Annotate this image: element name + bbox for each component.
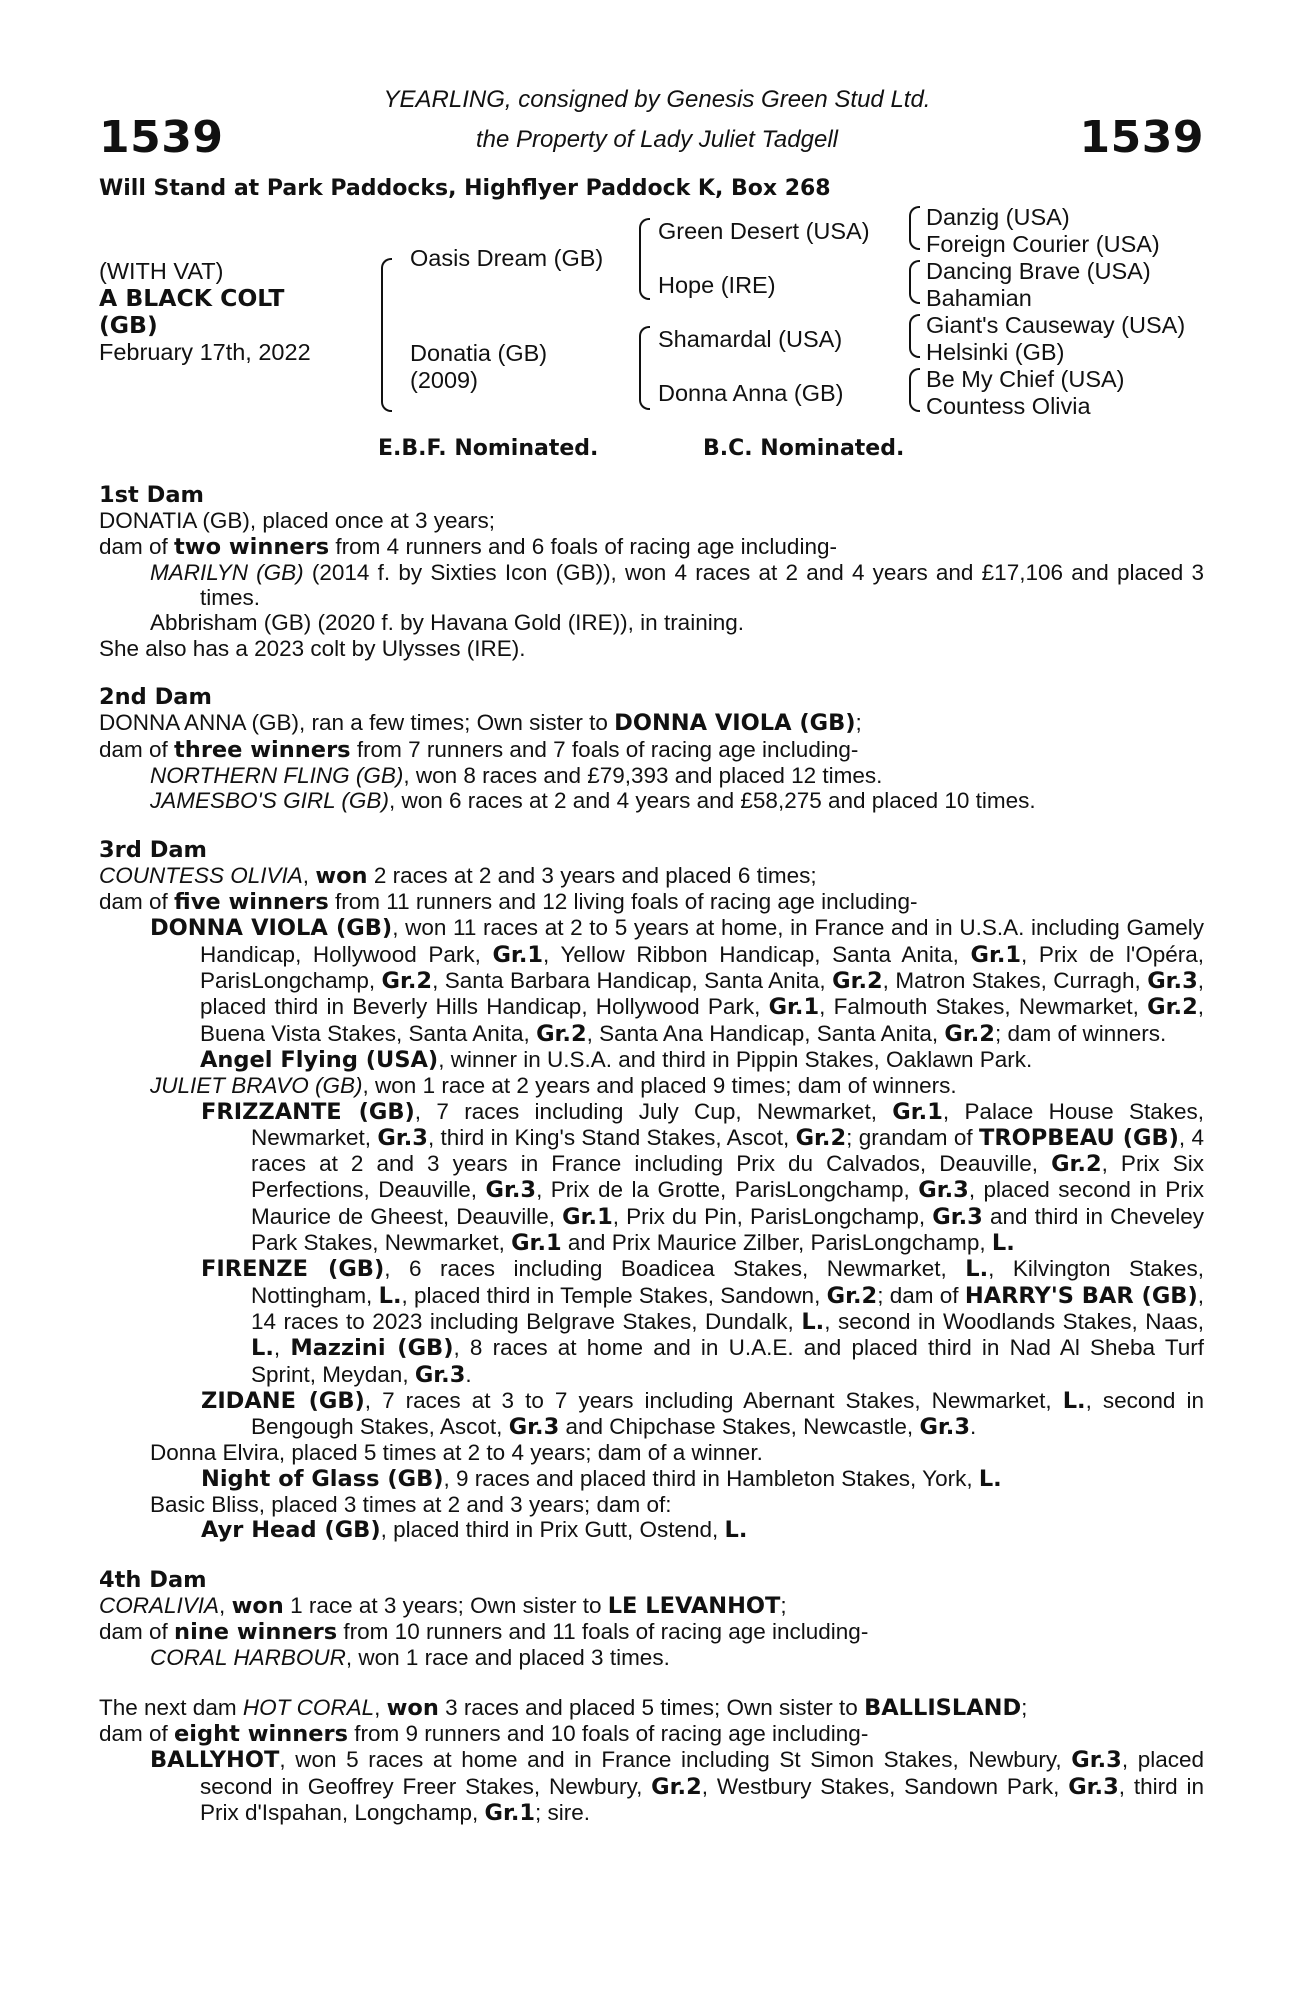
pedigree-ggdam-4: Countess Olivia (926, 393, 1091, 419)
pedigree-sire-dam: Hope (IRE) (658, 272, 776, 298)
fourth-dam-heading: 4th Dam (99, 1566, 207, 1593)
text-run: from 4 runners and 6 foals of racing age including- (329, 533, 837, 559)
section-gap (99, 1671, 1204, 1695)
consignment-line-2: the Property of Lady Juliet Tadgell (475, 126, 838, 153)
pedigree-ggsire-1: Danzig (USA) (926, 204, 1070, 230)
horse-name-line-1: A BLACK COLT (99, 284, 285, 312)
vat-note: (WITH VAT) (99, 258, 224, 284)
text-run: from 10 runners and 11 foals of racing age including- (337, 1619, 869, 1645)
pedigree-dam-year: (2009) (410, 367, 478, 393)
text-run: dam of (99, 736, 175, 762)
horse-name: Night of Glass (GB) (201, 1465, 444, 1492)
pedigree-ggdam-1: Foreign Courier (USA) (926, 231, 1160, 257)
text-run: from 11 runners and 12 living foals of racing age including- (328, 889, 918, 915)
produce-entry-basic-bliss: Basic Bliss, placed 3 times at 2 and 3 years; dam of: (150, 1491, 672, 1517)
first-dam-record: DONATIA (GB), placed once at 3 years; (99, 508, 495, 534)
first-dam-heading: 1st Dam (99, 482, 204, 508)
text-run: , won 1 race and placed 3 times. (345, 1645, 670, 1671)
text-run: 1 race at 3 years; Own sister to (283, 1592, 608, 1618)
horse-name: JAMESBO'S GIRL (GB) (150, 788, 389, 814)
text-run: (2014 f. by Sixties Icon (GB)), won 4 races at 2 and 4 years and £17,106 and placed 3 times. (200, 559, 1204, 611)
pedigree-dam: Donatia (GB) (410, 340, 548, 366)
horse-name: Ayr Head (GB) (201, 1517, 381, 1544)
lot-number-right: 1539 (1079, 112, 1204, 163)
pedigree-brace-g4 (909, 368, 920, 412)
next-dam-produce-summary (99, 1721, 1204, 1747)
stand-location: Will Stand at Park Paddocks, Highflyer Paddock K, Box 268 (99, 176, 831, 201)
produce-entry-abbrisham: Abbrisham (GB) (2020 f. by Havana Gold (IRE)), in training. (150, 610, 744, 636)
horse-name: COUNTESS OLIVIA (99, 862, 303, 888)
pedigree-ggdam-3: Helsinki (GB) (926, 339, 1065, 365)
text-run: ; (855, 710, 862, 736)
text-run: , won 6 races at 2 and 4 years and £58,275 and placed 10 times. (388, 788, 1036, 814)
third-dam-produce-summary (99, 889, 1204, 915)
horse-name: JULIET BRAVO (GB) (150, 1073, 363, 1099)
ebf-nomination: E.B.F. Nominated. (378, 436, 599, 461)
horse-name: DONNA VIOLA (GB) (614, 710, 856, 737)
text-run: , won 8 races and £79,393 and placed 12 times. (403, 762, 883, 788)
pedigree-ggsire-4: Be My Chief (USA) (926, 366, 1125, 392)
produce-entry-angel-flying: Angel Flying (USA), winner in U.S.A. and third in Pippin Stakes, Oaklawn Park. (200, 1046, 1033, 1073)
horse-name: CORALIVIA (99, 1592, 220, 1618)
horse-name: BALLYHOT (150, 1747, 280, 1774)
section-gap (99, 661, 1204, 685)
text-run: ; (1021, 1694, 1028, 1720)
text-run: , (219, 1592, 232, 1618)
section-gap (99, 814, 1204, 838)
produce-entry-zidane: ZIDANE (GB), 7 races at 3 to 7 years including Abernant Stakes, Newmarket, L., second in Bengough Stakes, Ascot, Gr.3 and Chipchase Stakes, Newcastle, Gr.3. (201, 1387, 1204, 1441)
first-dam-produce-summary (99, 534, 1204, 560)
third-dam-heading: 3rd Dam (99, 836, 207, 863)
produce-entry-donna-viola: DONNA VIOLA (GB), won 11 races at 2 to 5 years at home, in France and in U.S.A. including Gamely Handicap, Hollywood Park, Gr.1, Yellow Ribbon Handicap, Santa Anita, Gr.1, Prix de l'Opéra, ParisLongchamp, Gr.2, Santa Barbara Handicap, Santa Anita, Gr.2, Matron Stakes, Curragh, Gr.3, placed third in Beverly Hills Handicap, Hollywood Park, Gr.1, Falmouth Stakes, Newmarket, Gr.2, Buena Vista Stakes, Santa Anita, Gr.2, Santa Ana Handicap, Santa Anita, Gr.2; dam of winners. (150, 915, 1205, 1047)
pedigree-ggdam-2: Bahamian (926, 285, 1032, 311)
horse-name-line-2: (GB) (99, 311, 158, 339)
pedigree-brace-main (381, 258, 392, 412)
pedigree-sire: Oasis Dream (GB) (410, 245, 604, 271)
bc-nomination: B.C. Nominated. (703, 436, 905, 461)
third-dam-record (99, 863, 1204, 889)
produce-entry-coral-harbour (99, 1645, 1204, 1670)
winners-count: three winners (174, 736, 351, 763)
text-run: DONNA ANNA (GB), ran a few times; Own sister to (99, 710, 615, 736)
fourth-dam-record (99, 1593, 1204, 1619)
horse-name: DONNA VIOLA (GB) (150, 915, 393, 942)
produce-entry-northern-fling (99, 763, 1204, 788)
text-run: 3 races and placed 5 times; Own sister to (438, 1694, 865, 1720)
pedigree-ggsire-3: Giant's Causeway (USA) (926, 312, 1186, 338)
consignment-line-1: YEARLING, consigned by Genesis Green Stud Ltd. (383, 86, 931, 113)
text-run: from 7 runners and 7 foals of racing age including- (350, 736, 859, 762)
horse-name: FRIZZANTE (GB) (201, 1098, 415, 1125)
second-dam-heading: 2nd Dam (99, 684, 212, 711)
winners-count: nine winners (174, 1619, 338, 1646)
fourth-dam-produce-summary (99, 1619, 1204, 1645)
produce-entry-frizzante: FRIZZANTE (GB), 7 races including July Cup, Newmarket, Gr.1, Palace House Stakes, Newmarket, Gr.3, third in King's Stand Stakes, Ascot, Gr.2; grandam of TROPBEAU (GB), 4 races at 2 and 3 years in France including Prix du Calvados, Deauville, Gr.2, Prix Six Perfections, Deauville, Gr.3, Prix de la Grotte, ParisLongchamp, Gr.3, placed second in Prix Maurice de Gheest, Deauville, Gr.1, Prix du Pin, ParisLongchamp, Gr.3 and third in Cheveley Park Stakes, Newmarket, Gr.1 and Prix Maurice Zilber, ParisLongchamp, L. (201, 1098, 1205, 1257)
produce-entry-ayr-head: Ayr Head (GB), placed third in Prix Gutt, Ostend, L. (201, 1517, 748, 1544)
pedigree-brace-g3 (909, 314, 920, 358)
text-run: dam of (99, 889, 175, 915)
pedigree-brace-g2 (909, 260, 920, 304)
horse-name: BALLISLAND (864, 1694, 1022, 1721)
produce-entry-marilyn (99, 560, 1204, 611)
horse-name: Angel Flying (USA) (200, 1046, 439, 1073)
pedigree-brace-dam (639, 326, 650, 410)
pedigree-brace-g1 (909, 206, 920, 250)
text-run: The next dam (99, 1694, 243, 1720)
pedigree-sire-sire: Green Desert (USA) (658, 218, 870, 244)
text-run: dam of (99, 1619, 175, 1645)
text-run: , (302, 862, 316, 888)
pedigree-dam-dam: Donna Anna (GB) (658, 380, 844, 406)
produce-entry-jamesbos-girl (99, 788, 1204, 813)
second-dam-record (99, 710, 1204, 736)
horse-name: NORTHERN FLING (GB) (150, 762, 404, 788)
text-run: won (231, 1592, 284, 1619)
text-run: , (374, 1694, 387, 1720)
foaling-date: February 17th, 2022 (99, 339, 311, 365)
text-run: won (386, 1694, 439, 1721)
text-run: dam of (99, 533, 175, 559)
pedigree-dam-sire: Shamardal (USA) (658, 326, 843, 352)
second-dam-produce-summary (99, 737, 1204, 763)
first-dam-note: She also has a 2023 colt by Ulysses (IRE). (99, 635, 526, 661)
text-run: 2 races at 2 and 3 years and placed 6 times; (367, 862, 817, 888)
produce-entry-donna-elvira: Donna Elvira, placed 5 times at 2 to 4 years; dam of a winner. (150, 1440, 763, 1466)
pedigree-ggsire-2: Dancing Brave (USA) (926, 258, 1151, 284)
produce-entry-firenze: FIRENZE (GB), 6 races including Boadicea Stakes, Newmarket, L., Kilvington Stakes, Nottingham, L., placed third in Temple Stakes, Sandown, Gr.2; dam of HARRY'S BAR (GB), 14 races to 2023 including Belgrave Stakes, Dundalk, L., second in Woodlands Stakes, Naas, L., Mazzini (GB), 8 races at home and in U.A.E. and placed third in Nad Al Sheba Turf Sprint, Meydan, Gr.3. (201, 1256, 1204, 1388)
next-dam-record (99, 1695, 1204, 1721)
lot-number-left: 1539 (99, 112, 224, 163)
text-run: won (315, 862, 368, 889)
horse-name: LE LEVANHOT (607, 1592, 781, 1619)
section-gap (99, 1544, 1204, 1568)
pedigree-brace-sire (639, 218, 650, 300)
winners-count: two winners (174, 533, 330, 560)
produce-entry-ballyhot: BALLYHOT, won 5 races at home and in France including St Simon Stakes, Newbury, Gr.3, placed second in Geoffrey Freer Stakes, Newbury, Gr.2, Westbury Stakes, Sandown Park, Gr.3, third in Prix d'Ispahan, Longchamp, Gr.1; sire. (150, 1747, 1205, 1826)
winners-count: eight winners (174, 1721, 349, 1748)
winners-count: five winners (174, 889, 329, 916)
produce-entry-juliet-bravo: JULIET BRAVO (GB), won 1 race at 2 years and placed 9 times; dam of winners. (150, 1073, 957, 1099)
horse-name: FIRENZE (GB) (201, 1256, 385, 1283)
text-run: from 9 runners and 10 foals of racing age including- (348, 1721, 869, 1747)
horse-name: ZIDANE (GB) (201, 1387, 365, 1414)
horse-name: MARILYN (GB) (150, 559, 304, 585)
text-run: ; (780, 1592, 787, 1618)
horse-name: HOT CORAL (242, 1694, 375, 1720)
catalogue-body (99, 483, 1204, 1826)
produce-entry-night-of-glass: Night of Glass (GB), 9 races and placed third in Hambleton Stakes, York, L. (201, 1465, 1002, 1492)
horse-name: CORAL HARBOUR (150, 1645, 346, 1671)
text-run: dam of (99, 1721, 175, 1747)
